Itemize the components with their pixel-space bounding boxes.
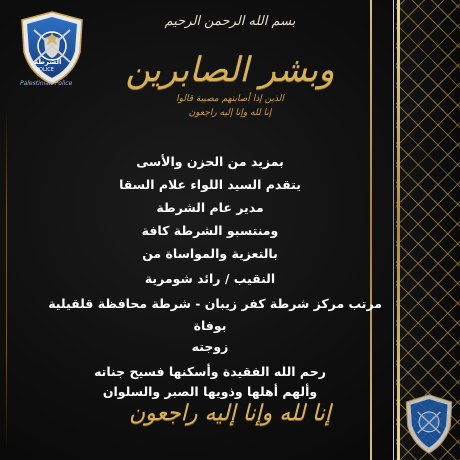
relative-position: مرتب مركز شرطة كفر زيبان - شرطة محافظة قلقيلية xyxy=(48,296,382,311)
verse-sub-line: الذين إذا أصابتهم مصيبة قالوا xyxy=(176,94,284,104)
prayer-line: وألهم أهلها وذويها الصبر والسلوان xyxy=(102,384,318,399)
logo-english-text: POLICE xyxy=(36,67,54,73)
logo-ring-text: Palestinian Police xyxy=(20,80,73,87)
left-gold-rule xyxy=(6,110,7,450)
police-emblem-icon xyxy=(12,8,92,88)
verse-calligraphy xyxy=(105,48,355,148)
gold-lattice-panel xyxy=(396,0,460,460)
condolence-line: ومنتسبو الشرطة كافة xyxy=(141,223,279,238)
condolence-line: زوجته xyxy=(191,339,229,354)
police-emblem-watermark-icon xyxy=(400,392,458,456)
condolence-line: مدير عام الشرطة xyxy=(156,200,264,215)
logo-arabic-text: الشرطة xyxy=(34,58,62,66)
condolence-line: يتقدم السيد اللواء علام السقا xyxy=(119,177,301,192)
gold-stripe xyxy=(393,0,394,460)
verse-sub-line: إنا لله وإنا إليه راجعون xyxy=(188,108,272,118)
footer-verse: إنا لله وإنا إليه راجعون xyxy=(129,401,331,426)
verse-main: وبشر الصابرين xyxy=(125,50,335,90)
basmala-heading: بسم الله الرحمن الرحيم xyxy=(164,14,296,29)
condolence-line: بوفاة xyxy=(193,318,227,333)
gold-stripe xyxy=(397,0,400,460)
condolence-line: بمزيد من الحزن والأسى xyxy=(136,154,284,169)
prayer-line: رحم الله الفقيدة وأسكنها فسيح جناته xyxy=(94,364,326,379)
deceased-relative-name: النقيب / رائد شومرية xyxy=(144,271,276,286)
condolence-line: بالتعزية والمواساة من xyxy=(142,246,278,261)
